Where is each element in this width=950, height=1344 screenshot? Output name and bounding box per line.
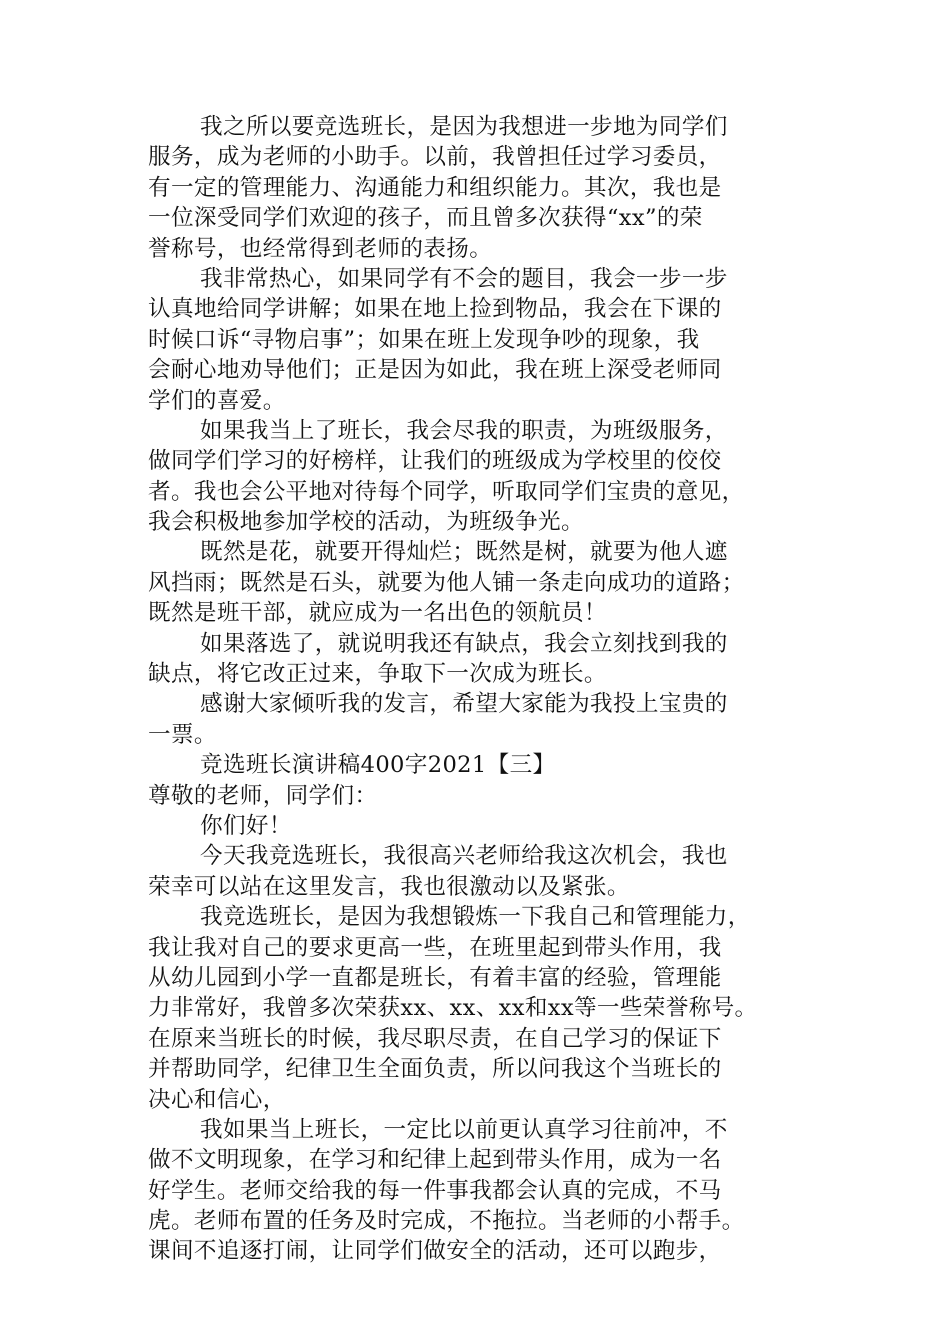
text-line: 缺点，将它改正过来，争取下一次成为班长。 xyxy=(148,661,607,688)
text-line: 者。我也会公平地对待每个同学，听取同学们宝贵的意见， xyxy=(148,478,745,505)
text-line: 既然是花，就要开得灿烂；既然是树，就要为他人遮 xyxy=(200,539,728,566)
text-line: 今天我竞选班长，我很高兴老师给我这次机会，我也 xyxy=(200,843,728,870)
text-line: 誉称号，也经常得到老师的表扬。 xyxy=(148,235,493,262)
text-line: 我如果当上班长，一定比以前更认真学习往前冲，不 xyxy=(200,1116,728,1143)
text-line: 课间不追逐打闹，让同学们做安全的活动，还可以跑步， xyxy=(148,1238,722,1265)
text-line: 感谢大家倾听我的发言，希望大家能为我投上宝贵的 xyxy=(200,691,728,718)
text-line: 你们好！ xyxy=(200,812,292,839)
text-line: 做不文明现象，在学习和纪律上起到带头作用，成为一名 xyxy=(148,1147,722,1174)
text-line: 一位深受同学们欢迎的孩子，而且曾多次获得“xx”的荣 xyxy=(148,205,703,232)
text-line: 如果我当上了班长，我会尽我的职责，为班级服务， xyxy=(200,417,728,444)
text-line: 竞选班长演讲稿400字2021【三】 xyxy=(200,752,556,779)
text-line: 既然是班干部，就应成为一名出色的领航员！ xyxy=(148,600,607,627)
text-line: 虎。老师布置的任务及时完成，不拖拉。当老师的小帮手。 xyxy=(148,1208,745,1235)
text-line: 学们的喜爱。 xyxy=(148,387,286,414)
text-line: 并帮助同学，纪律卫生全面负责，所以问我这个当班长的 xyxy=(148,1056,722,1083)
document-body xyxy=(148,112,828,1267)
text-line: 我会积极地参加学校的活动，为班级争光。 xyxy=(148,509,584,536)
text-line: 服务，成为老师的小助手。以前，我曾担任过学习委员， xyxy=(148,144,722,171)
text-line: 在原来当班长的时候，我尽职尽责，在自己学习的保证下 xyxy=(148,1025,722,1052)
text-line: 好学生。老师交给我的每一件事我都会认真的完成，不马 xyxy=(148,1177,722,1204)
text-line: 尊敬的老师，同学们： xyxy=(148,782,378,809)
text-line: 从幼儿园到小学一直都是班长，有着丰富的经验，管理能 xyxy=(148,964,722,991)
text-line: 我之所以要竞选班长，是因为我想进一步地为同学们 xyxy=(200,114,728,140)
text-line: 我让我对自己的要求更高一些，在班里起到带头作用，我 xyxy=(148,934,722,961)
text-line: 我非常热心，如果同学有不会的题目，我会一步一步 xyxy=(200,265,728,292)
text-line: 如果落选了，就说明我还有缺点，我会立刻找到我的 xyxy=(200,630,728,657)
text-line: 做同学们学习的好榜样，让我们的班级成为学校里的佼佼 xyxy=(148,448,722,475)
text-line: 风挡雨；既然是石头，就要为他人铺一条走向成功的道路； xyxy=(148,569,745,596)
text-line: 力非常好，我曾多次荣获xx、xx、xx和xx等一些荣誉称号。 xyxy=(148,995,758,1022)
text-line: 认真地给同学讲解；如果在地上捡到物品，我会在下课的 xyxy=(148,296,722,323)
text-line: 我竞选班长，是因为我想锻炼一下我自己和管理能力， xyxy=(200,904,751,931)
text-line: 一票。 xyxy=(148,721,217,748)
text-line: 时候口诉“寻物启事”；如果在班上发现争吵的现象，我 xyxy=(148,326,700,353)
text-line: 会耐心地劝导他们；正是因为如此，我在班上深受老师同 xyxy=(148,357,722,384)
text-line: 有一定的管理能力、沟通能力和组织能力。其次，我也是 xyxy=(148,174,722,201)
text-line: 决心和信心， xyxy=(148,1086,286,1113)
text-line: 荣幸可以站在这里发言，我也很激动以及紧张。 xyxy=(148,873,630,900)
